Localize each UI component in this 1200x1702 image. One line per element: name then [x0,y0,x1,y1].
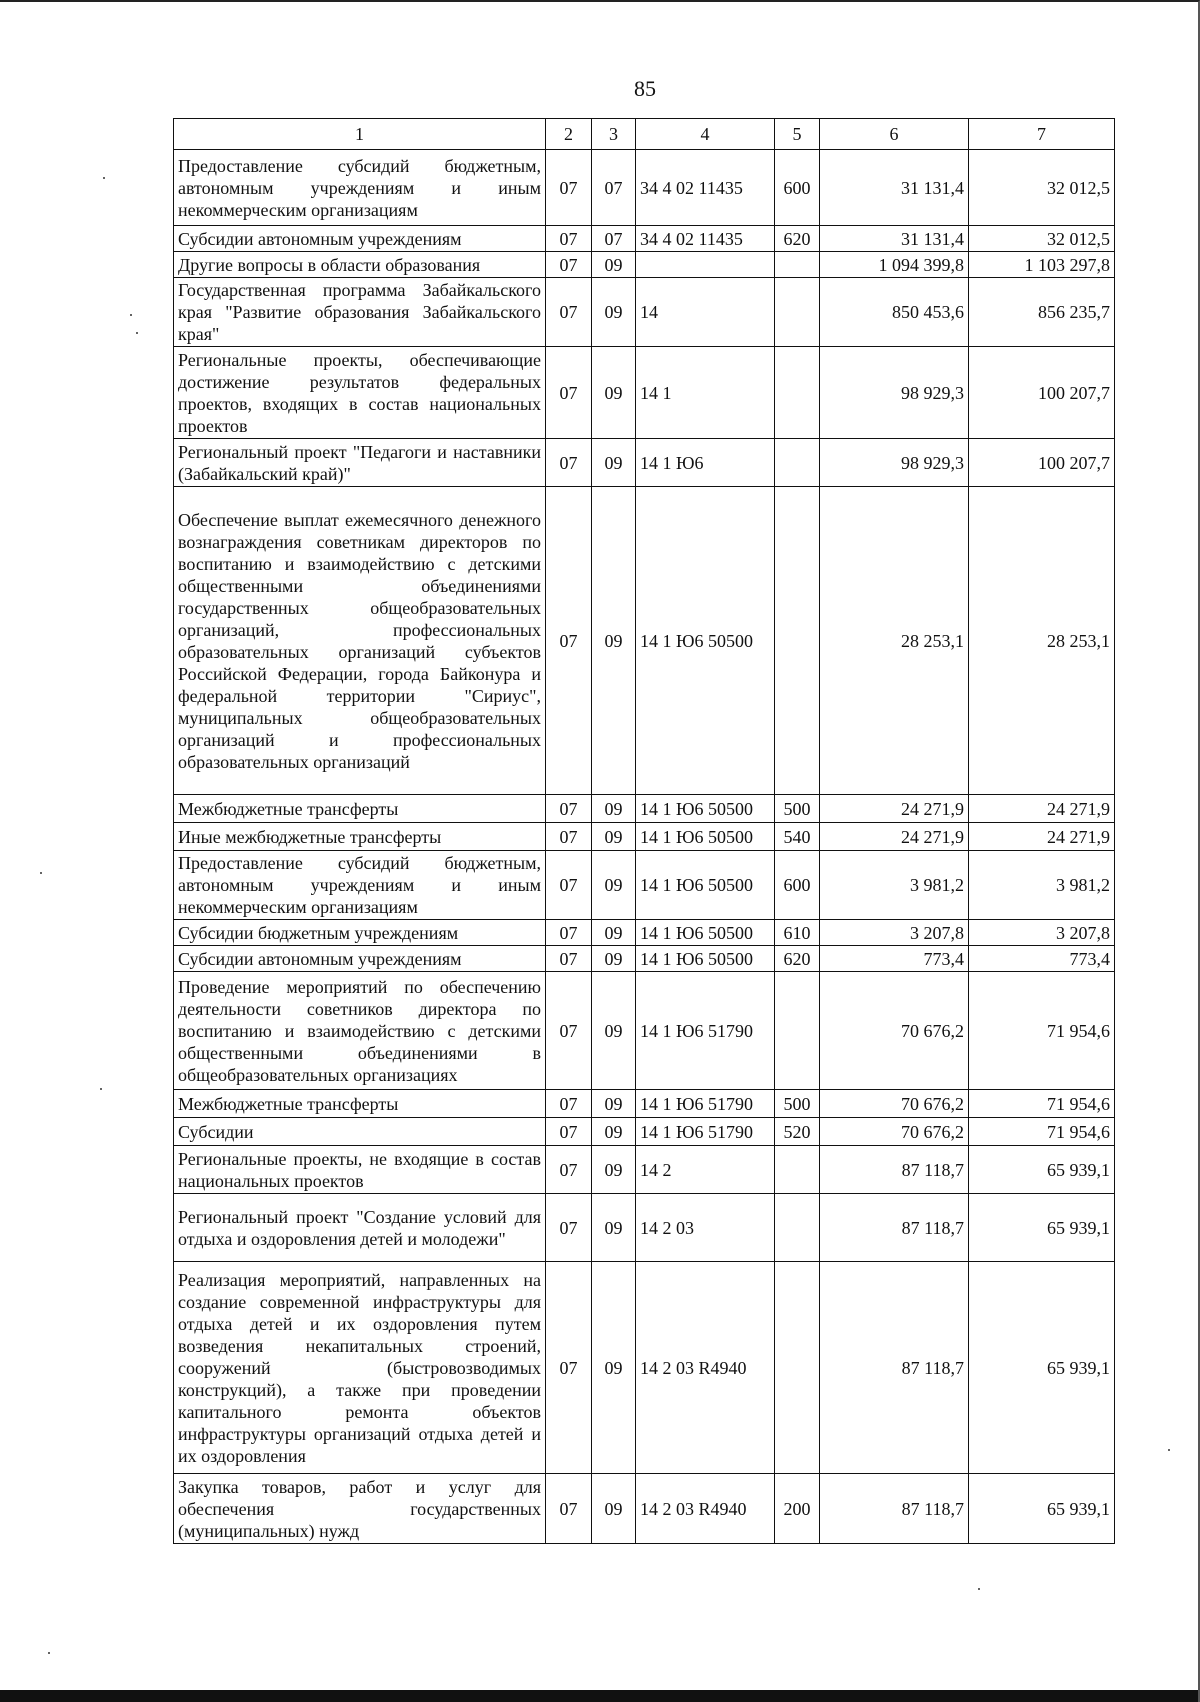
table-row [174,1118,1115,1146]
cell-section: 07 [546,252,592,278]
cell-amount-year1: 87 118,7 [820,1146,969,1194]
cell-target-code: 14 2 03 R4940 [636,1474,775,1544]
cell-name: Субсидии [174,1118,546,1146]
cell-amount-year2: 65 939,1 [969,1146,1115,1194]
scan-speck [48,1652,50,1654]
cell-amount-year2: 71 954,6 [969,972,1115,1090]
cell-target-code: 14 1 Ю6 50500 [636,946,775,972]
column-header: 6 [820,119,969,150]
cell-subsection: 09 [592,1262,636,1474]
table-row [174,487,1115,795]
table-row [174,795,1115,823]
cell-target-code: 34 4 02 11435 [636,226,775,252]
table-header-row [174,119,1115,150]
cell-target-code: 14 1 Ю6 50500 [636,487,775,795]
scan-speck [978,1588,980,1590]
cell-expense-type: 620 [775,226,820,252]
table-row [174,1194,1115,1262]
cell-amount-year1: 98 929,3 [820,347,969,439]
cell-target-code: 14 [636,278,775,347]
cell-section: 07 [546,1262,592,1474]
cell-name: Другие вопросы в области образования [174,252,546,278]
cell-section: 07 [546,1118,592,1146]
table-row [174,946,1115,972]
cell-target-code: 14 1 Ю6 50500 [636,920,775,946]
cell-section: 07 [546,347,592,439]
table-row [174,1262,1115,1474]
cell-amount-year1: 3 207,8 [820,920,969,946]
table-row [174,252,1115,278]
cell-subsection: 09 [592,1194,636,1262]
cell-name: Региональный проект "Педагоги и наставники (Забайкальский край)" [174,439,546,487]
page-number: 85 [634,76,656,101]
cell-amount-year1: 28 253,1 [820,487,969,795]
cell-amount-year2: 856 235,7 [969,278,1115,347]
cell-expense-type [775,1146,820,1194]
cell-name: Субсидии автономным учреждениям [174,226,546,252]
cell-section: 07 [546,1474,592,1544]
cell-expense-type: 500 [775,1090,820,1118]
cell-section: 07 [546,150,592,226]
cell-subsection: 09 [592,439,636,487]
cell-section: 07 [546,972,592,1090]
column-header: 1 [174,119,546,150]
cell-amount-year1: 24 271,9 [820,823,969,851]
table-body [174,150,1115,1544]
cell-amount-year1: 31 131,4 [820,226,969,252]
table-row [174,226,1115,252]
table-row [174,1090,1115,1118]
cell-target-code: 14 1 Ю6 51790 [636,972,775,1090]
cell-target-code: 14 1 Ю6 51790 [636,1090,775,1118]
cell-expense-type [775,487,820,795]
cell-section: 07 [546,946,592,972]
cell-name: Региональный проект "Создание условий для отдыха и оздоровления детей и молодежи" [174,1194,546,1262]
cell-target-code: 34 4 02 11435 [636,150,775,226]
cell-target-code: 14 1 Ю6 51790 [636,1118,775,1146]
cell-subsection: 09 [592,823,636,851]
cell-expense-type: 620 [775,946,820,972]
table-row [174,823,1115,851]
cell-amount-year2: 32 012,5 [969,150,1115,226]
cell-amount-year1: 70 676,2 [820,1118,969,1146]
table-row [174,920,1115,946]
scan-speck [130,314,132,316]
cell-amount-year1: 87 118,7 [820,1194,969,1262]
cell-amount-year2: 24 271,9 [969,795,1115,823]
cell-amount-year2: 3 981,2 [969,851,1115,920]
cell-name: Межбюджетные трансферты [174,1090,546,1118]
cell-subsection: 07 [592,150,636,226]
cell-name: Региональные проекты, не входящие в состав национальных проектов [174,1146,546,1194]
cell-section: 07 [546,920,592,946]
column-header: 7 [969,119,1115,150]
cell-expense-type [775,278,820,347]
scan-speck [100,1088,102,1090]
cell-subsection: 09 [592,1118,636,1146]
cell-subsection: 09 [592,920,636,946]
cell-target-code: 14 2 03 [636,1194,775,1262]
cell-subsection: 09 [592,347,636,439]
cell-subsection: 09 [592,278,636,347]
scan-speck [40,872,42,874]
cell-amount-year2: 65 939,1 [969,1474,1115,1544]
cell-amount-year1: 70 676,2 [820,972,969,1090]
cell-section: 07 [546,278,592,347]
cell-name: Государственная программа Забайкальского края "Развитие образования Забайкальского края" [174,278,546,347]
cell-amount-year1: 3 981,2 [820,851,969,920]
column-header: 4 [636,119,775,150]
cell-amount-year1: 31 131,4 [820,150,969,226]
cell-amount-year1: 98 929,3 [820,439,969,487]
cell-expense-type: 540 [775,823,820,851]
cell-subsection: 09 [592,252,636,278]
cell-name: Предоставление субсидий бюджетным, автономным учреждениям и иным некоммерческим организациям [174,150,546,226]
cell-name: Закупка товаров, работ и услуг для обеспечения государственных (муниципальных) нужд [174,1474,546,1544]
cell-target-code: 14 1 [636,347,775,439]
cell-section: 07 [546,823,592,851]
cell-amount-year2: 65 939,1 [969,1262,1115,1474]
cell-expense-type [775,972,820,1090]
cell-subsection: 09 [592,972,636,1090]
cell-subsection: 07 [592,226,636,252]
cell-expense-type [775,347,820,439]
cell-name: Обеспечение выплат ежемесячного денежного вознаграждения советникам директоров по воспитанию и взаимодействию с детскими общественными объединениями государственных общеобразовательных организаций, профессиональных образовательных организаций субъектов Российской Федерации, города Байконура и федеральной территории "Сириус", муниципальных общеобразовательных организаций и профессиональных образовательных организаций [174,487,546,795]
column-header: 5 [775,119,820,150]
cell-name: Региональные проекты, обеспечивающие достижение результатов федеральных проектов, входящих в состав национальных проектов [174,347,546,439]
cell-amount-year2: 100 207,7 [969,347,1115,439]
cell-expense-type [775,252,820,278]
column-header: 3 [592,119,636,150]
cell-amount-year2: 773,4 [969,946,1115,972]
cell-target-code: 14 2 [636,1146,775,1194]
scan-speck [103,177,105,179]
table-row [174,972,1115,1090]
table-row [174,347,1115,439]
table-row [174,278,1115,347]
cell-subsection: 09 [592,795,636,823]
cell-amount-year2: 3 207,8 [969,920,1115,946]
cell-name: Субсидии автономным учреждениям [174,946,546,972]
cell-expense-type: 500 [775,795,820,823]
cell-amount-year1: 70 676,2 [820,1090,969,1118]
table-row [174,1146,1115,1194]
cell-subsection: 09 [592,1474,636,1544]
cell-section: 07 [546,851,592,920]
cell-expense-type [775,439,820,487]
cell-expense-type [775,1262,820,1474]
column-header: 2 [546,119,592,150]
cell-section: 07 [546,1146,592,1194]
cell-subsection: 09 [592,1146,636,1194]
cell-expense-type: 600 [775,150,820,226]
cell-amount-year1: 87 118,7 [820,1474,969,1544]
cell-section: 07 [546,439,592,487]
cell-target-code [636,252,775,278]
cell-section: 07 [546,795,592,823]
cell-name: Субсидии бюджетным учреждениям [174,920,546,946]
table-row [174,851,1115,920]
cell-amount-year2: 65 939,1 [969,1194,1115,1262]
cell-amount-year1: 850 453,6 [820,278,969,347]
budget-table [173,118,1115,1544]
cell-subsection: 09 [592,946,636,972]
cell-target-code: 14 1 Ю6 50500 [636,851,775,920]
cell-amount-year2: 71 954,6 [969,1090,1115,1118]
cell-expense-type: 600 [775,851,820,920]
table-row [174,1474,1115,1544]
cell-amount-year2: 100 207,7 [969,439,1115,487]
cell-target-code: 14 1 Ю6 [636,439,775,487]
cell-amount-year2: 28 253,1 [969,487,1115,795]
cell-target-code: 14 1 Ю6 50500 [636,823,775,851]
cell-subsection: 09 [592,1090,636,1118]
cell-expense-type [775,1194,820,1262]
cell-target-code: 14 1 Ю6 50500 [636,795,775,823]
cell-section: 07 [546,487,592,795]
cell-amount-year1: 24 271,9 [820,795,969,823]
cell-section: 07 [546,226,592,252]
cell-amount-year2: 32 012,5 [969,226,1115,252]
cell-name: Иные межбюджетные трансферты [174,823,546,851]
table-row [174,439,1115,487]
cell-amount-year1: 1 094 399,8 [820,252,969,278]
scan-speck [136,332,138,334]
scan-edge-shadow [0,1690,1198,1702]
cell-section: 07 [546,1194,592,1262]
cell-expense-type: 520 [775,1118,820,1146]
scan-speck [1168,1449,1170,1451]
cell-amount-year1: 87 118,7 [820,1262,969,1474]
cell-amount-year2: 1 103 297,8 [969,252,1115,278]
cell-subsection: 09 [592,851,636,920]
cell-section: 07 [546,1090,592,1118]
cell-name: Предоставление субсидий бюджетным, автономным учреждениям и иным некоммерческим организациям [174,851,546,920]
cell-expense-type: 200 [775,1474,820,1544]
cell-expense-type: 610 [775,920,820,946]
cell-amount-year2: 71 954,6 [969,1118,1115,1146]
table-row [174,150,1115,226]
cell-amount-year1: 773,4 [820,946,969,972]
cell-target-code: 14 2 03 R4940 [636,1262,775,1474]
cell-subsection: 09 [592,487,636,795]
cell-name: Проведение мероприятий по обеспечению деятельности советников директора по воспитанию и взаимодействию с детскими общественными объединениями в общеобразовательных организациях [174,972,546,1090]
cell-amount-year2: 24 271,9 [969,823,1115,851]
cell-name: Реализация мероприятий, направленных на создание современной инфраструктуры для отдыха детей и их оздоровления путем возведения некапитальных строений, сооружений (быстровозводимых конструкций), а также при проведении капитального ремонта объектов инфраструктуры организаций отдыха детей и их оздоровления [174,1262,546,1474]
cell-name: Межбюджетные трансферты [174,795,546,823]
